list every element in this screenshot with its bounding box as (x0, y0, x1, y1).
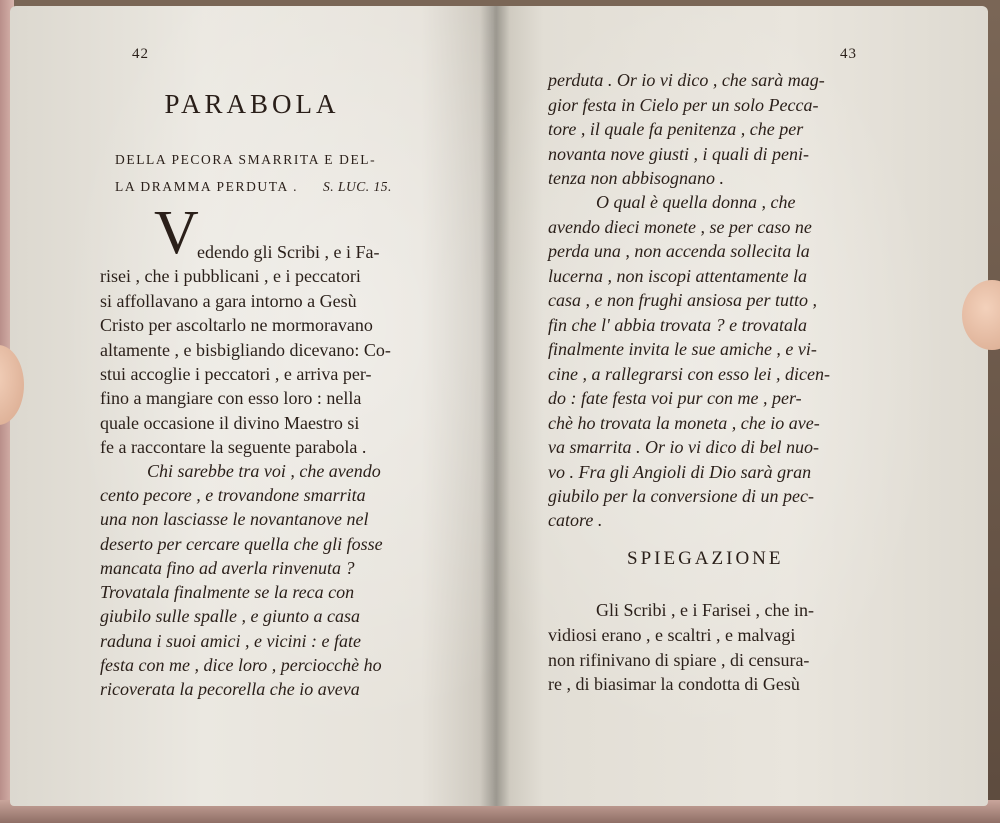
subtitle (115, 146, 465, 200)
page-number-right: 43 (840, 46, 857, 62)
text-line: edendo gli Scribi , e i Fa- (197, 242, 380, 262)
text-line: O qual è quella donna , che (596, 192, 796, 212)
text-line: mancata fino ad averla rinvenuta ? (100, 558, 355, 578)
text-line: giubilo sulle spalle , e giunto a casa (100, 606, 360, 626)
text-line: vidiosi erano , e scaltri , e malvagi (548, 625, 796, 645)
text-line: perduta . Or io vi dico , che sarà mag- (548, 70, 825, 90)
subtitle-line-2: LA DRAMMA PERDUTA . S. LUC. 15. (115, 179, 392, 194)
text-line: casa , e non frughi ansiosa per tutto , (548, 290, 817, 310)
text-line: cine , a rallegrarsi con esso lei , dicen- (548, 364, 830, 384)
text-line: Chi sarebbe tra voi , che avendo (147, 461, 381, 481)
text-line: tore , il quale fa penitenza , che per (548, 119, 804, 139)
text-line: fin che l' abbia trovata ? e trovatala (548, 315, 807, 335)
text-line: catore . (548, 510, 603, 530)
text-line: finalmente invita le sue amiche , e vi- (548, 339, 817, 359)
text-line: Gli Scribi , e i Farisei , che in- (596, 600, 814, 620)
section-heading: SPIEGAZIONE (627, 548, 784, 569)
left-page (10, 6, 494, 806)
drop-cap: V (154, 199, 199, 267)
text-line: giubilo per la conversione di un pec- (548, 486, 814, 506)
text-line: Trovatala finalmente se la reca con (100, 582, 355, 602)
text-line: chè ho trovata la moneta , che io ave- (548, 413, 820, 433)
text-line: risei , che i pubblicani , e i peccatori (100, 266, 361, 286)
text-line: si affollavano a gara intorno a Gesù (100, 291, 357, 311)
text-line: do : fate festa voi pur con me , per- (548, 388, 802, 408)
text-line: ricoverata la pecorella che io aveva (100, 679, 360, 699)
page-number-left: 42 (132, 46, 149, 62)
text-line: non rifinivano di spiare , di censura- (548, 650, 810, 670)
text-line: festa con me , dice loro , perciocchè ho (100, 655, 382, 675)
text-line: deserto per cercare quella che gli fosse (100, 534, 383, 554)
text-line: raduna i suoi amici , e vicini : e fate (100, 631, 361, 651)
text-line: tenza non abbisognano . (548, 168, 725, 188)
text-line: cento pecore , e trovandone smarrita (100, 485, 366, 505)
text-line: fe a raccontare la seguente parabola . (100, 437, 367, 457)
text-line: perda una , non accenda sollecita la (548, 241, 810, 261)
text-line: quale occasione il divino Maestro si (100, 413, 360, 433)
text-line: altamente , e bisbigliando dicevano: Co- (100, 340, 391, 360)
right-page (494, 6, 988, 806)
scripture-reference: S. LUC. 15. (322, 179, 392, 194)
text-line: re , di biasimar la condotta di Gesù (548, 674, 800, 694)
text-line: va smarrita . Or io vi dico di bel nuo- (548, 437, 819, 457)
text-line: Cristo per ascoltarlo ne mormoravano (100, 315, 373, 335)
text-line: lucerna , non iscopi attentamente la (548, 266, 807, 286)
page-title: PARABOLA (164, 89, 340, 119)
text-line: stui accoglie i peccatori , e arriva per- (100, 364, 372, 384)
text-line: gior festa in Cielo per un solo Pecca- (548, 95, 819, 115)
text-line: una non lasciasse le novantanove nel (100, 509, 369, 529)
text-line: vo . Fra gli Angioli di Dio sarà gran (548, 462, 812, 482)
text-line: fino a mangiare con esso loro : nella (100, 388, 362, 408)
text-line: novanta nove giusti , i quali di peni- (548, 144, 809, 164)
text-line: avendo dieci monete , se per caso ne (548, 217, 812, 237)
subtitle-line-1: DELLA PECORA SMARRITA E DEL- (115, 152, 377, 167)
book-gutter (480, 6, 510, 806)
